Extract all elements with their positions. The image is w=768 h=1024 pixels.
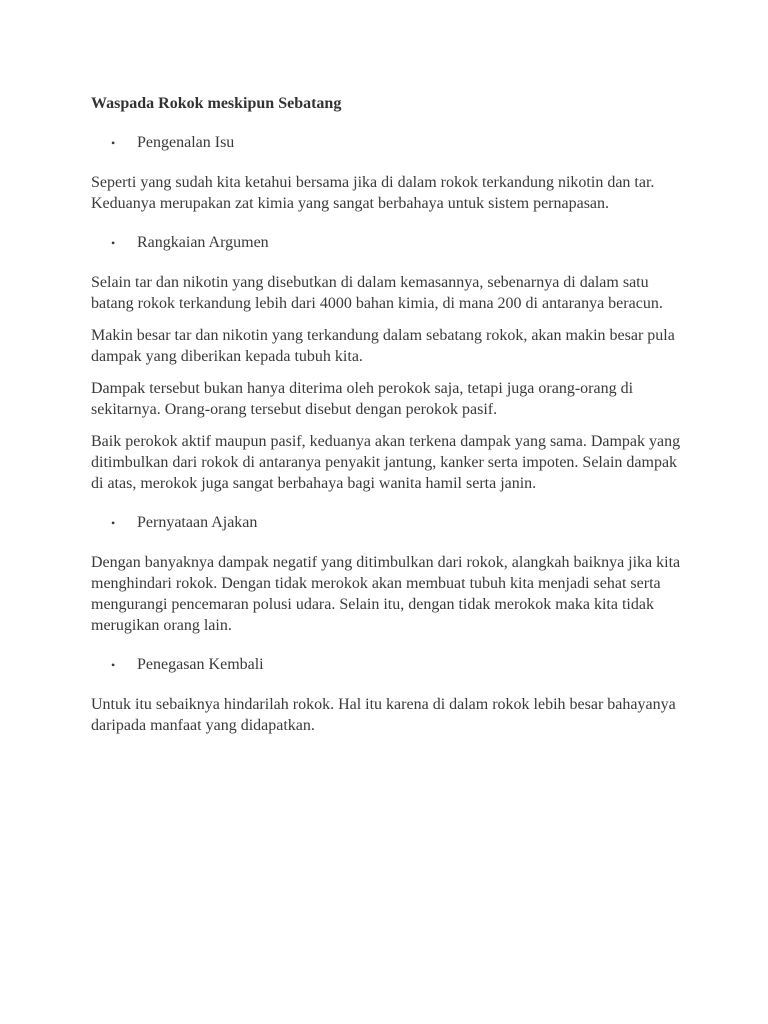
section-heading-rangkaian-argumen	[91, 232, 691, 254]
section-heading-label: Pernyataan Ajakan	[137, 514, 258, 531]
bullet-icon: •	[111, 516, 116, 530]
bullet-icon: •	[111, 136, 116, 150]
section-heading-pengenalan-isu	[91, 132, 691, 154]
paragraph: Dengan banyaknya dampak negatif yang ditimbulkan dari rokok, alangkah baiknya jika kita menghindari rokok. Dengan tidak merokok akan membuat tubuh kita menjadi sehat serta mengurangi pencemaran polusi udara. Selain itu, dengan tidak merokok maka kita tidak merugikan orang lain.	[91, 554, 681, 634]
bullet-icon: •	[111, 236, 116, 250]
section-heading-label: Penegasan Kembali	[137, 656, 264, 673]
paragraph: Dampak tersebut bukan hanya diterima oleh perokok saja, tetapi juga orang-orang di sekitarnya. Orang-orang tersebut disebut dengan perokok pasif.	[91, 380, 634, 418]
paragraph: Untuk itu sebaiknya hindarilah rokok. Hal itu karena di dalam rokok lebih besar bahayanya daripada manfaat yang didapatkan.	[91, 696, 676, 734]
section-heading-penegasan-kembali	[91, 654, 691, 676]
bullet-icon: •	[111, 658, 116, 672]
section-heading-label: Pengenalan Isu	[137, 134, 235, 151]
section-heading-label: Rangkaian Argumen	[137, 234, 269, 251]
document-page	[91, 93, 691, 747]
paragraph: Makin besar tar dan nikotin yang terkandung dalam sebatang rokok, akan makin besar pula dampak yang diberikan kepada tubuh kita.	[91, 327, 675, 365]
paragraph: Baik perokok aktif maupun pasif, keduanya akan terkena dampak yang sama. Dampak yang ditimbulkan dari rokok di antaranya penyakit jantung, kanker serta impoten. Selain dampak di atas, merokok juga sangat berbahaya bagi wanita hamil serta janin.	[91, 433, 681, 492]
document-title: Waspada Rokok meskipun Sebatang	[91, 95, 342, 112]
paragraph: Selain tar dan nikotin yang disebutkan di dalam kemasannya, sebenarnya di dalam satu batang rokok terkandung lebih dari 4000 bahan kimia, di mana 200 di antaranya beracun.	[91, 274, 663, 312]
section-heading-pernyataan-ajakan	[91, 512, 691, 534]
paragraph: Seperti yang sudah kita ketahui bersama jika di dalam rokok terkandung nikotin dan tar. Keduanya merupakan zat kimia yang sangat berbahaya untuk sistem pernapasan.	[91, 174, 655, 212]
